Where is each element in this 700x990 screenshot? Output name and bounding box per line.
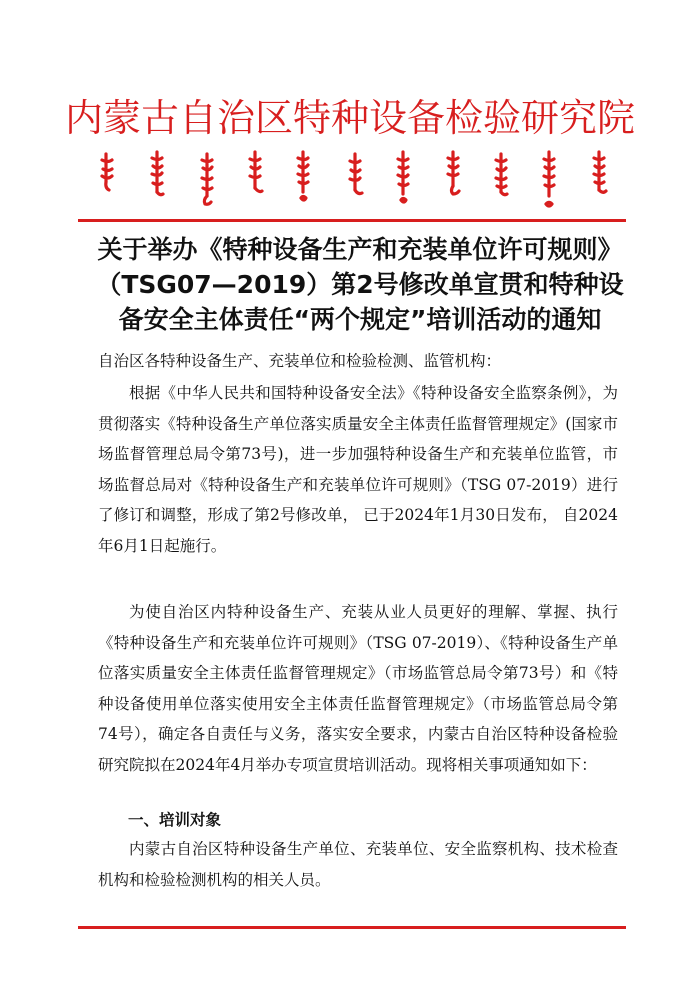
- notice-title: [90, 232, 630, 337]
- section-heading-training-targets: 一、培训对象: [128, 811, 222, 829]
- salutation: 自治区各特种设备生产、充装单位和检验检测、监管机构：: [98, 352, 502, 370]
- notice-title-line-1: 关于举办《特种设备生产和充装单位许可规则》: [97, 235, 623, 264]
- body-paragraph-1: 根据《中华人民共和国特种设备安全法》《特种设备安全监察条例》，为贯彻落实《特种设备生产单位落实质量安全主体责任监督管理规定》(国家市场监督管理总局令第73号)，进一步加强特种设备生产和充装单位监管，市场监督总局对《特种设备生产和充装单位许可规则》（TSG 07-2019）进行了修订和调整，形成了第2号修改单， 已于2024年1月30日发布， 自2024年6月1日起施行。: [98, 384, 618, 555]
- mongolian-script-logo: [96, 150, 616, 208]
- organization-name-header: 内蒙古自治区特种设备检验研究院: [64, 96, 635, 140]
- notice-title-line-3: 备安全主体责任“两个规定”培训活动的通知: [118, 305, 602, 334]
- red-divider-bottom: [78, 926, 626, 929]
- section-1-body: 内蒙古自治区特种设备生产单位、充装单位、安全监察机构、技术检查机构和检验检测机构的相关人员。: [98, 840, 618, 889]
- red-divider-top: [78, 219, 626, 222]
- notice-title-line-2: （TSG07—2019）第2号修改单宣贯和特种设: [96, 270, 624, 299]
- body-paragraph-2: 为使自治区内特种设备生产、充装从业人员更好的理解、掌握、执行《特种设备生产和充装单位许可规则》（TSG 07-2019）、《特种设备生产单位落实质量安全主体责任监督管理规定》（市场监管总局令第73号）和《特种设备使用单位落实使用安全主体责任监督管理规定》（市场监管总局令第74号），确定各自责任与义务，落实安全要求，内蒙古自治区特种设备检验研究院拟在2024年4月举办专项宣贯培训活动。现将相关事项通知如下：: [98, 603, 618, 774]
